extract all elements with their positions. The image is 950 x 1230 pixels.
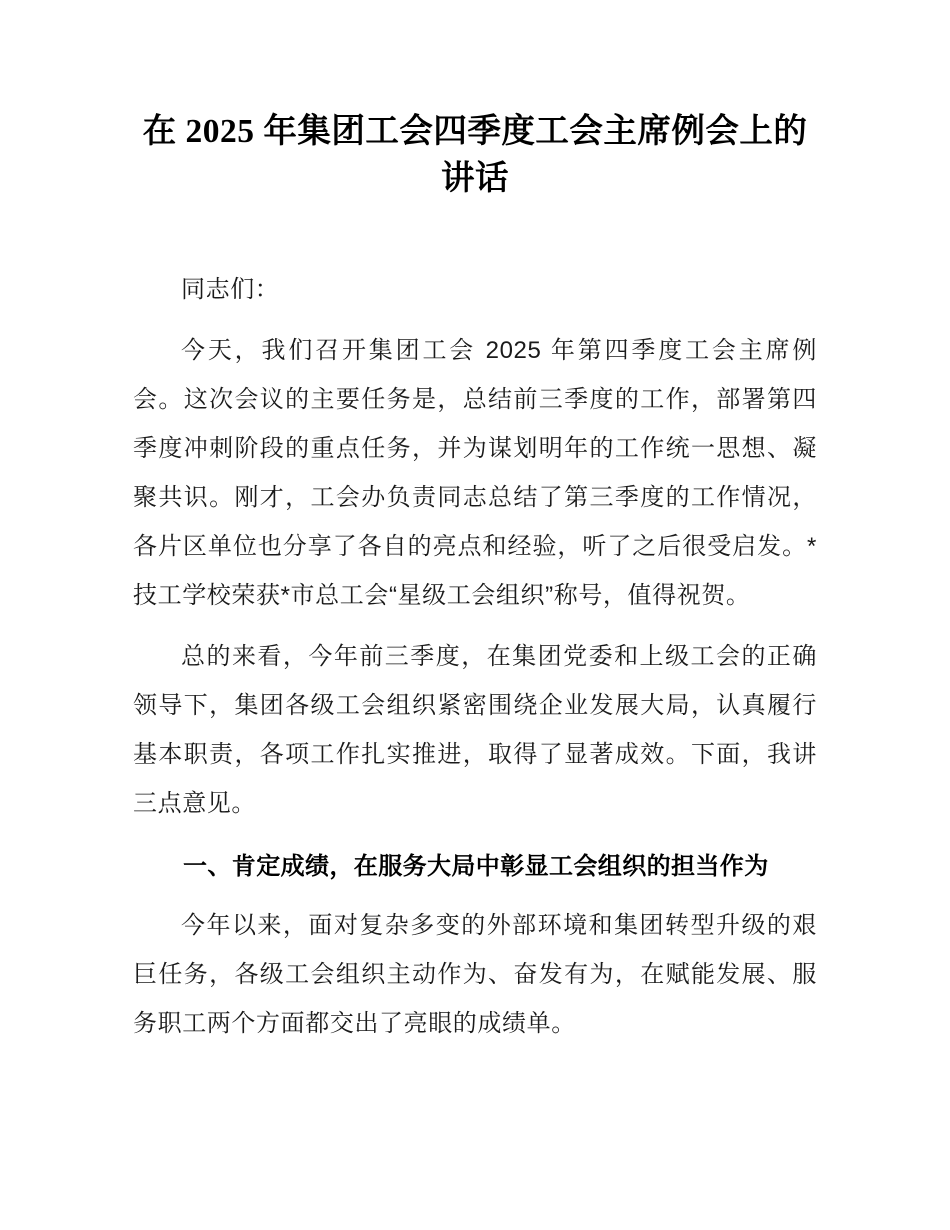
document-body (133, 0, 817, 1048)
page-title: 在 2025 年集团工会四季度工会主席例会上的讲话 (142, 113, 808, 197)
section-heading-1: 一、肯定成绩，在服务大局中彰显工会组织的担当作为 (183, 852, 769, 880)
paragraph-3: 今年以来，面对复杂多变的外部环境和集团转型升级的艰巨任务，各级工会组织主动作为、奋发有为，在赋能发展、服务职工两个方面都交出了亮眼的成绩单。 (133, 912, 817, 1037)
paragraph-1: 今天，我们召开集团工会 2025 年第四季度工会主席例会。这次会议的主要任务是，总结前三季度的工作，部署第四季度冲刺阶段的重点任务，并为谋划明年的工作统一思想、凝聚共识。刚才，工会办负责同志总结了第三季度的工作情况，各片区单位也分享了各自的亮点和经验，听了之后很受启发。*技工学校荣获*市总工会“星级工会组织”称号，值得祝贺。 (133, 337, 817, 609)
paragraph-2: 总的来看，今年前三季度，在集团党委和上级工会的正确领导下，集团各级工会组织紧密围绕企业发展大局，认真履行基本职责，各项工作扎实推进，取得了显著成效。下面，我讲三点意见。 (133, 643, 817, 817)
salutation: 同志们： (181, 276, 280, 303)
